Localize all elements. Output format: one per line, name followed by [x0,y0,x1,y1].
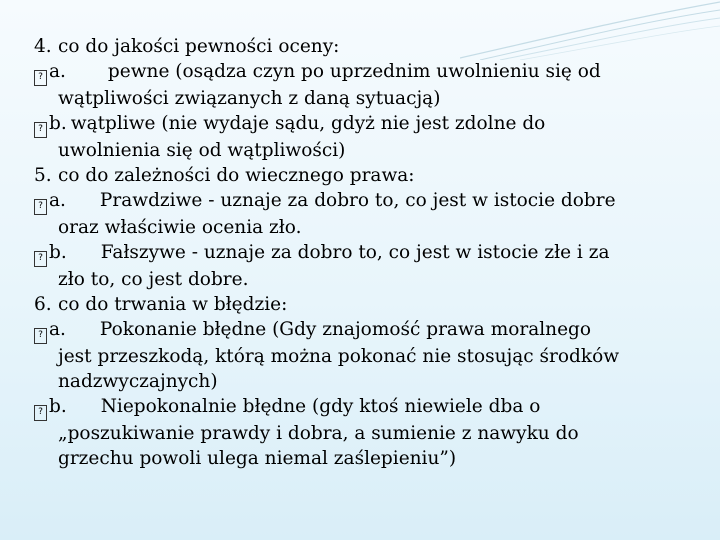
sub-item-continuation: grzechu powoli ulega niemal zaślepieniu”) [58,448,457,469]
sub-item-text: wątpliwe (nie wydaje sądu, gdyż nie jest zdolne do [70,113,546,134]
missing-glyph-icon: ? [34,251,47,267]
sub-item-label: a. [49,61,66,82]
missing-glyph-icon: ? [34,405,47,421]
sub-item-continuation: wątpliwości związanych z daną sytuacją) [58,88,441,109]
item-number: 6. [34,294,52,315]
item-text: co do trwania w błędzie: [58,294,288,315]
missing-glyph-icon: ? [34,70,47,86]
sub-item [34,188,704,215]
sub-item [34,240,704,267]
sub-item-text: Fałszywe - uznaje za dobro to, co jest w istocie złe i za [100,242,610,263]
sub-item-text: pewne (osądza czyn po uprzednim uwolnieniu się od [107,61,601,82]
missing-glyph-icon: ? [34,328,47,344]
item-number: 5. [34,165,52,186]
sub-item-continuation: nadzwyczajnych) [58,371,218,392]
sub-item [34,59,704,86]
sub-item-continuation: uwolnienia się od wątpliwości) [58,140,346,161]
numbered-item [34,292,704,317]
text-content [34,34,704,471]
sub-item-text: Pokonanie błędne (Gdy znajomość prawa moralnego [99,319,592,340]
numbered-item [34,163,704,188]
item-text: co do jakości pewności oceny: [58,36,340,57]
sub-item-label: a. [49,319,66,340]
sub-item-label: a. [49,190,66,211]
missing-glyph-icon: ? [34,122,47,138]
sub-item-text: Prawdziwe - uznaje za dobro to, co jest w istocie dobre [99,190,616,211]
item-number: 4. [34,36,52,57]
sub-item-label: b. [49,242,67,263]
sub-item [34,317,704,344]
sub-item-continuation: zło to, co jest dobre. [58,269,249,290]
sub-item-text: Niepokonalnie błędne (gdy ktoś niewiele dba o [100,396,541,417]
missing-glyph-icon: ? [34,199,47,215]
sub-item [34,394,704,421]
sub-item-label: b. [49,396,67,417]
sub-item-continuation: „poszukiwanie prawdy i dobra, a sumienie z nawyku do [58,423,579,444]
sub-item-label: b. [49,113,67,134]
sub-item [34,111,704,138]
sub-item-continuation: oraz właściwie ocenia zło. [58,217,302,238]
sub-item-continuation: jest przeszkodą, którą można pokonać nie stosując środków [58,346,620,367]
item-text: co do zależności do wiecznego prawa: [58,165,415,186]
numbered-item [34,34,704,59]
